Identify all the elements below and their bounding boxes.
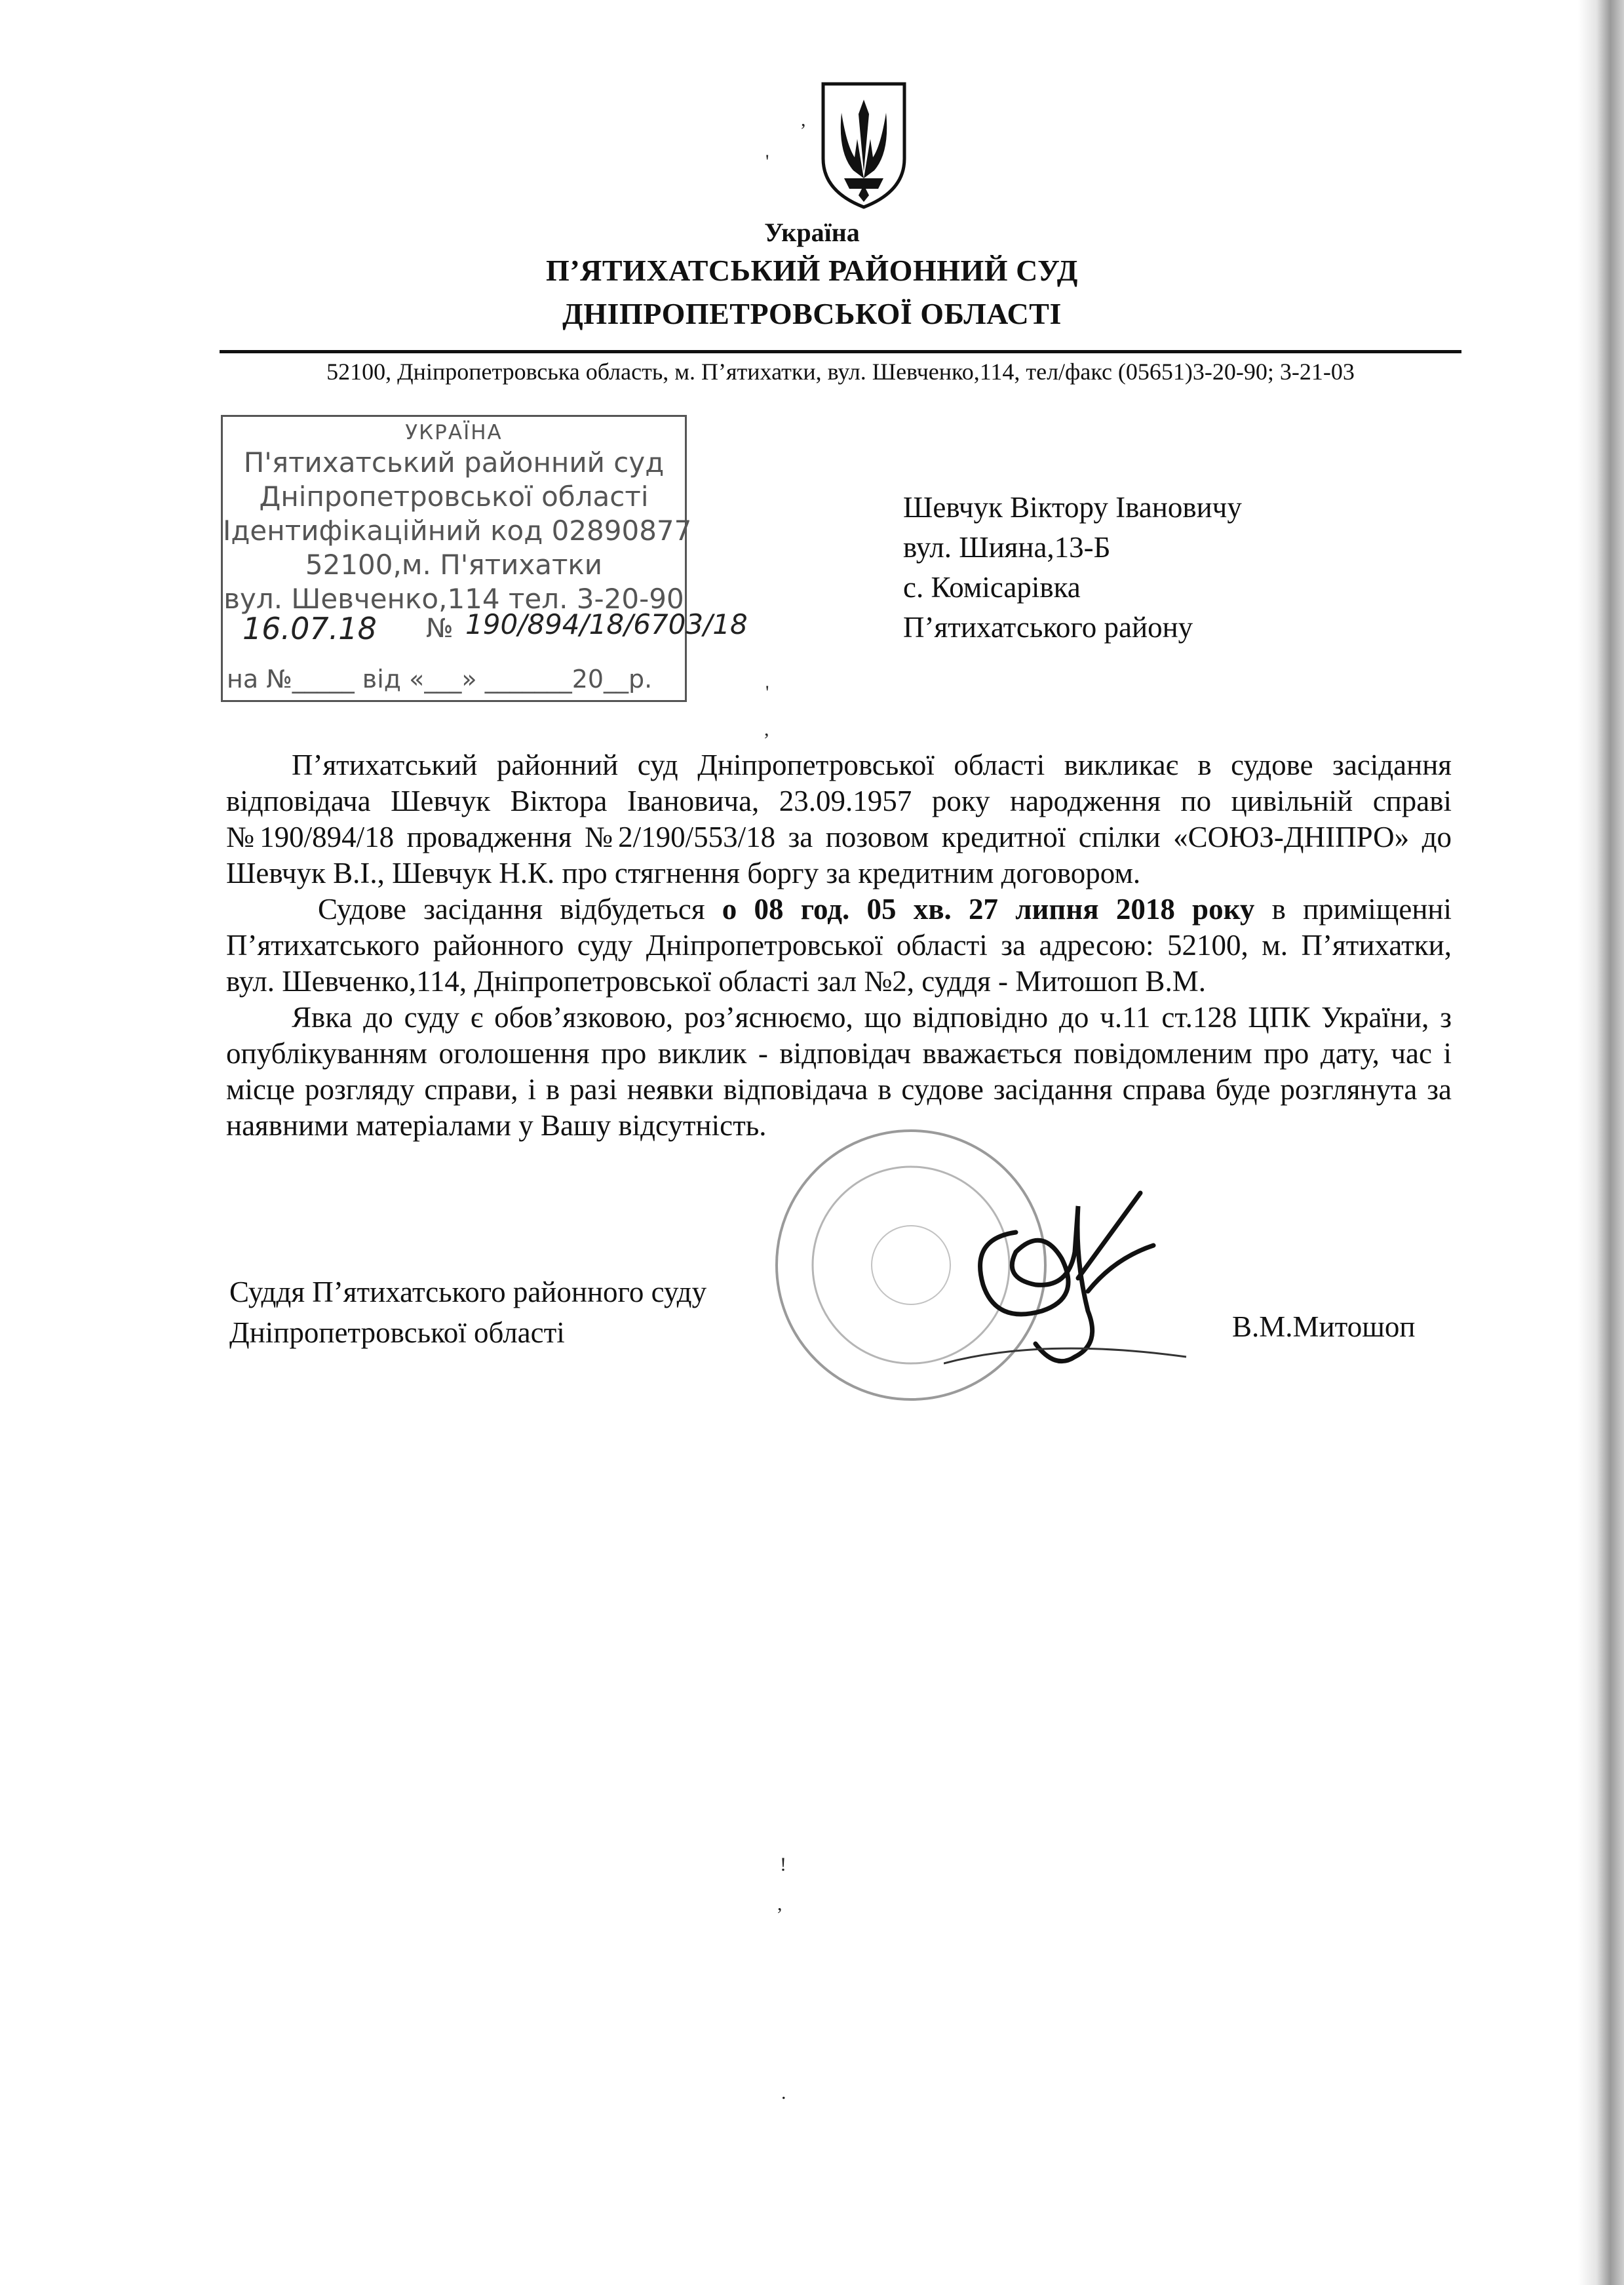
registration-stamp [221, 415, 748, 702]
header-divider [220, 350, 1461, 353]
scan-mark: , [777, 1893, 783, 1915]
summons-paragraph-2 [226, 891, 1452, 1000]
stamp-handwritten-date: 16.07.18 [242, 611, 377, 646]
recipient-village: с. Комісарівка [903, 571, 1081, 604]
stamp-number-label: № [426, 614, 454, 644]
summons-paragraph-1: П’ятихатський районний суд Дніпропетровської області викликає в судове засідання відповідача Шевчук Віктора Івановича, 23.09.1957 року народження по цивільній справі №190/894/18 провадження №2/190/553/18 за позовом кредитної спілки «СОЮЗ-ДНІПРО» до Шевчук В.І., Шевчук Н.К. про стягнення боргу за кредитним договором. [226, 749, 1452, 889]
scan-mark: ' [765, 682, 769, 703]
header-country: Україна [764, 218, 860, 247]
stamp-id-code: Ідентифікаційний код 02890877 [223, 515, 692, 547]
recipient-name: Шевчук Віктору Івановичу [903, 491, 1242, 524]
stamp-reference-line: на №_____ від «___» _______20__р. [227, 665, 653, 693]
stamp-postal: 52100,м. П'ятихатки [305, 549, 603, 581]
stamp-region: Дніпропетровської області [259, 480, 649, 513]
stamp-country: УКРАЇНА [405, 421, 503, 444]
scan-mark: , [764, 718, 769, 740]
scan-mark: ! [780, 1854, 786, 1875]
judge-signature [944, 1180, 1193, 1377]
stamp-court: П'ятихатський районний суд [243, 446, 665, 478]
recipient-address [903, 488, 1242, 648]
hearing-text-start: Судове засідання відбудеться [318, 893, 722, 926]
scan-mark: ' [765, 151, 769, 172]
judge-name: В.М.Митошоп [1232, 1310, 1416, 1343]
summons-paragraph-3: Явка до суду є обов’язковою, роз’яснюємо, що відповідно до ч.11 ст.128 ЦПК України, з опублікуванням оголошення про виклик - відповідач вважається повідомленим про дату, час і місце розгляду справи, і в разі неявки відповідача в судове засідання справа буде розглянута за наявними матеріалами у Вашу відсутність. [226, 1001, 1452, 1142]
scan-page-edge [1578, 0, 1624, 2285]
judge-title-line1: Суддя П’ятихатського районного суду [229, 1276, 707, 1308]
header-court-name: П’ЯТИХАТСЬКИЙ РАЙОННИЙ СУД [546, 254, 1078, 287]
judge-title-line2: Дніпропетровської області [229, 1316, 565, 1349]
hearing-text-end: в приміщенні П’ятихатського районного суду Дніпропетровської області за адресою: 52100, м. П’ятихатки, вул. Шевченко,114, Дніпропетровської області зал №2, суддя - Митошоп В.М. [226, 893, 1452, 998]
scan-mark: . [781, 2082, 786, 2103]
trident-coat-of-arms-icon [818, 80, 910, 211]
scan-mark: , [801, 109, 806, 130]
hearing-datetime: о 08 год. 05 хв. 27 липня 2018 року [722, 893, 1255, 926]
stamp-street: вул. Шевченко,114 тел. 3-20-90 [223, 583, 684, 615]
court-address: 52100, Дніпропетровська область, м. П’ятихатки, вул. Шевченко,114, тел/факс (05651)3-20-90; 3-21-03 [326, 359, 1355, 385]
recipient-street: вул. Шияна,13-Б [903, 531, 1111, 564]
recipient-district: П’ятихатського району [903, 611, 1193, 644]
judge-title [229, 1272, 706, 1353]
summons-body [226, 747, 1452, 1144]
letterhead [0, 216, 1624, 336]
stamp-handwritten-number: 190/894/18/6703/18 [465, 608, 748, 640]
header-court-region: ДНІПРОПЕТРОВСЬКОЇ ОБЛАСТІ [562, 297, 1062, 330]
